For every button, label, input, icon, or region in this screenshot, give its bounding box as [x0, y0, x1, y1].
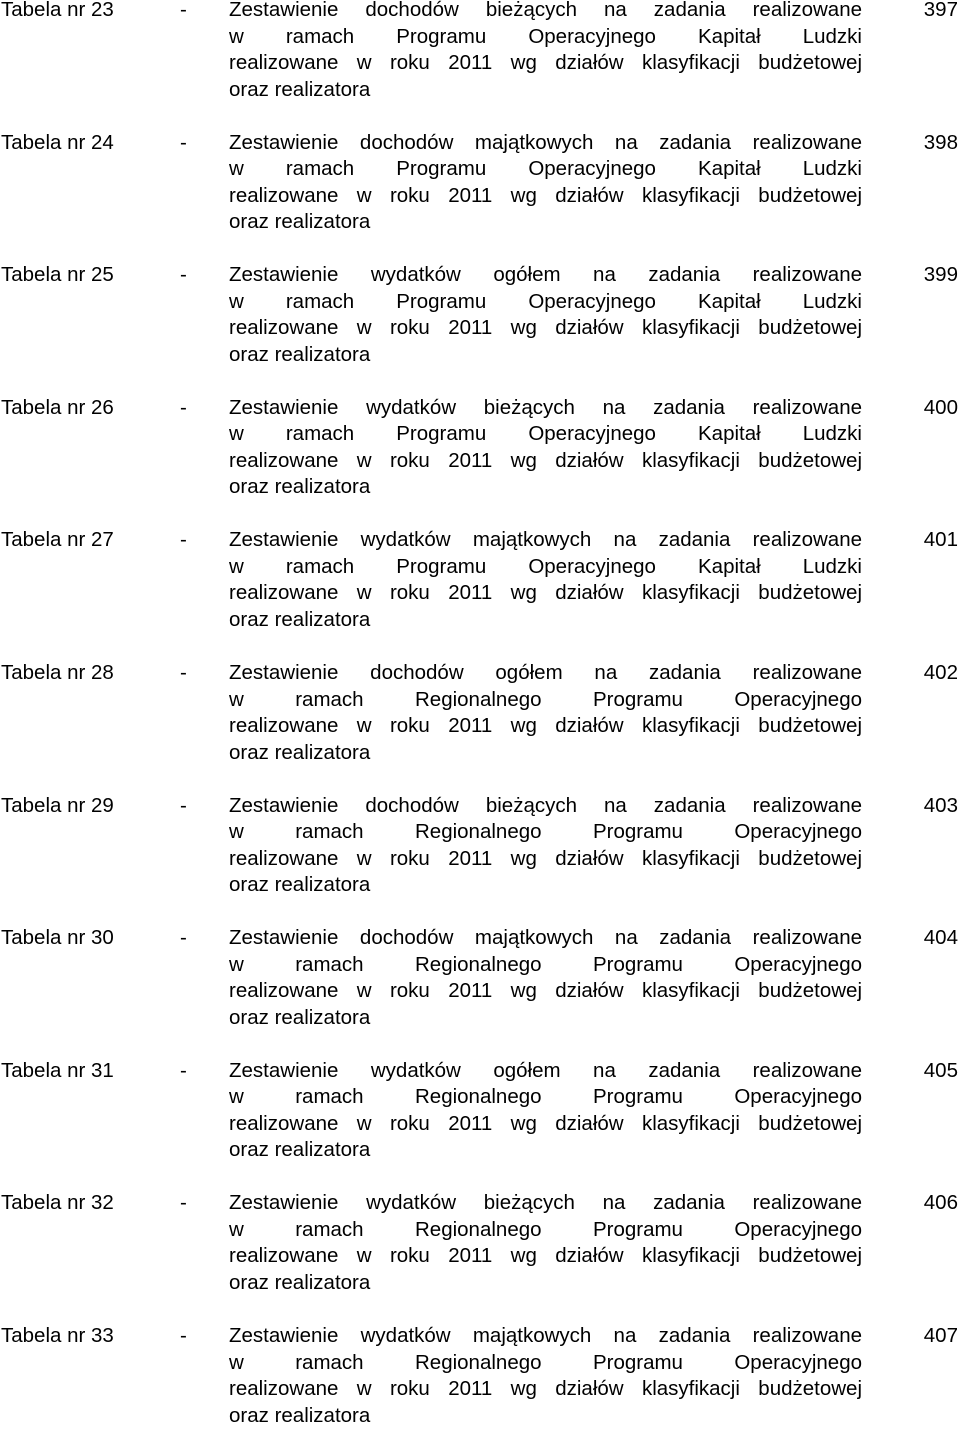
page-number: 406 — [923, 1191, 958, 1215]
page-number: 399 — [923, 263, 958, 287]
description-line: Zestawienie wydatków ogółem na zadania realizowane — [229, 1058, 862, 1082]
table-description — [229, 1323, 862, 1429]
description-line: Zestawienie wydatków bieżących na zadania realizowane — [229, 395, 862, 419]
description-line: Zestawienie dochodów bieżących na zadania realizowane — [229, 793, 862, 817]
toc-entry — [0, 395, 960, 515]
page-number: 405 — [923, 1058, 958, 1082]
description-line: realizowane w roku 2011 wg działów klasyfikacji budżetowej — [229, 846, 862, 870]
toc-entry — [0, 262, 960, 382]
table-description — [229, 130, 862, 236]
description-line: Zestawienie dochodów majątkowych na zadania realizowane — [229, 926, 862, 950]
separator-dash: - — [180, 395, 187, 419]
description-line: oraz realizatora — [229, 475, 371, 499]
page-number: 398 — [923, 130, 958, 154]
description-line: oraz realizatora — [229, 740, 371, 764]
description-line: w ramach Regionalnego Programu Operacyjnego — [229, 687, 862, 711]
table-description — [229, 527, 862, 633]
description-line: realizowane w roku 2011 wg działów klasyfikacji budżetowej — [229, 1244, 862, 1268]
separator-dash: - — [180, 263, 187, 287]
description-line: Zestawienie dochodów majątkowych na zadania realizowane — [229, 130, 862, 154]
table-description — [229, 925, 862, 1031]
toc-entry — [0, 1190, 960, 1310]
description-line: realizowane w roku 2011 wg działów klasyfikacji budżetowej — [229, 1377, 862, 1400]
description-line: realizowane w roku 2011 wg działów klasyfikacji budżetowej — [229, 1111, 862, 1135]
description-line: oraz realizatora — [229, 607, 371, 631]
page-number: 400 — [923, 395, 958, 419]
separator-dash: - — [180, 528, 187, 552]
toc-entry — [0, 130, 960, 250]
table-label: Tabela nr 32 — [1, 1191, 114, 1215]
table-label: Tabela nr 25 — [1, 263, 114, 287]
description-line: Zestawienie wydatków majątkowych na zadania realizowane — [229, 528, 862, 552]
description-line: oraz realizatora — [229, 77, 371, 101]
description-line: Zestawienie wydatków bieżących na zadania realizowane — [229, 1191, 862, 1215]
toc-entry — [0, 660, 960, 780]
description-line: Zestawienie wydatków majątkowych na zadania realizowane — [229, 1324, 862, 1347]
toc-entry — [0, 925, 960, 1045]
description-line: w ramach Programu Operacyjnego Kapitał Ludzki — [229, 24, 862, 48]
toc-entry — [0, 0, 960, 117]
description-line: oraz realizatora — [229, 1403, 371, 1427]
table-label: Tabela nr 26 — [1, 395, 114, 419]
separator-dash: - — [180, 926, 187, 950]
toc-entry — [0, 793, 960, 913]
table-label: Tabela nr 30 — [1, 926, 114, 950]
table-label: Tabela nr 23 — [1, 0, 114, 21]
description-line: w ramach Regionalnego Programu Operacyjnego — [229, 1217, 862, 1241]
separator-dash: - — [180, 661, 187, 684]
table-label: Tabela nr 33 — [1, 1324, 114, 1347]
description-line: realizowane w roku 2011 wg działów klasyfikacji budżetowej — [229, 316, 862, 340]
table-description — [229, 660, 862, 766]
separator-dash: - — [180, 130, 187, 154]
description-line: w ramach Programu Operacyjnego Kapitał Ludzki — [229, 157, 862, 181]
description-line: w ramach Regionalnego Programu Operacyjnego — [229, 820, 862, 844]
separator-dash: - — [180, 0, 187, 21]
toc-entry — [0, 1058, 960, 1178]
table-label: Tabela nr 27 — [1, 528, 114, 552]
separator-dash: - — [180, 1191, 187, 1215]
description-line: w ramach Programu Operacyjnego Kapitał Ludzki — [229, 554, 862, 578]
page-number: 404 — [923, 926, 958, 950]
description-line: realizowane w roku 2011 wg działów klasyfikacji budżetowej — [229, 448, 862, 472]
page-number: 402 — [923, 661, 958, 684]
description-line: realizowane w roku 2011 wg działów klasyfikacji budżetowej — [229, 51, 862, 74]
table-label: Tabela nr 31 — [1, 1058, 114, 1082]
description-line: oraz realizatora — [229, 1005, 371, 1029]
page-number: 403 — [923, 793, 958, 817]
page-number: 397 — [923, 0, 958, 21]
description-line: realizowane w roku 2011 wg działów klasyfikacji budżetowej — [229, 183, 862, 207]
description-line: oraz realizatora — [229, 1138, 371, 1162]
table-description — [229, 1190, 862, 1296]
separator-dash: - — [180, 793, 187, 817]
page-number: 401 — [923, 528, 958, 552]
description-line: Zestawienie wydatków ogółem na zadania realizowane — [229, 263, 862, 287]
description-line: oraz realizatora — [229, 342, 371, 366]
description-line: w ramach Regionalnego Programu Operacyjnego — [229, 952, 862, 976]
table-description — [229, 0, 862, 103]
table-description — [229, 793, 862, 899]
table-description — [229, 395, 862, 501]
description-line: w ramach Programu Operacyjnego Kapitał Ludzki — [229, 422, 862, 446]
description-line: w ramach Regionalnego Programu Operacyjnego — [229, 1085, 862, 1109]
toc-entry — [0, 527, 960, 647]
description-line: w ramach Programu Operacyjnego Kapitał Ludzki — [229, 289, 862, 313]
page-number: 407 — [923, 1324, 958, 1347]
table-description — [229, 1058, 862, 1164]
description-line: oraz realizatora — [229, 210, 371, 234]
description-line: w ramach Regionalnego Programu Operacyjnego — [229, 1350, 862, 1374]
description-line: Zestawienie dochodów ogółem na zadania realizowane — [229, 661, 862, 684]
table-description — [229, 262, 862, 368]
description-line: oraz realizatora — [229, 873, 371, 897]
toc-entry — [0, 1323, 960, 1443]
description-line: realizowane w roku 2011 wg działów klasyfikacji budżetowej — [229, 979, 862, 1003]
separator-dash: - — [180, 1058, 187, 1082]
description-line: realizowane w roku 2011 wg działów klasyfikacji budżetowej — [229, 714, 862, 737]
description-line: realizowane w roku 2011 wg działów klasyfikacji budżetowej — [229, 581, 862, 605]
table-label: Tabela nr 29 — [1, 793, 114, 817]
table-label: Tabela nr 24 — [1, 130, 114, 154]
table-label: Tabela nr 28 — [1, 661, 114, 684]
separator-dash: - — [180, 1324, 187, 1347]
description-line: oraz realizatora — [229, 1270, 371, 1294]
description-line: Zestawienie dochodów bieżących na zadania realizowane — [229, 0, 862, 21]
